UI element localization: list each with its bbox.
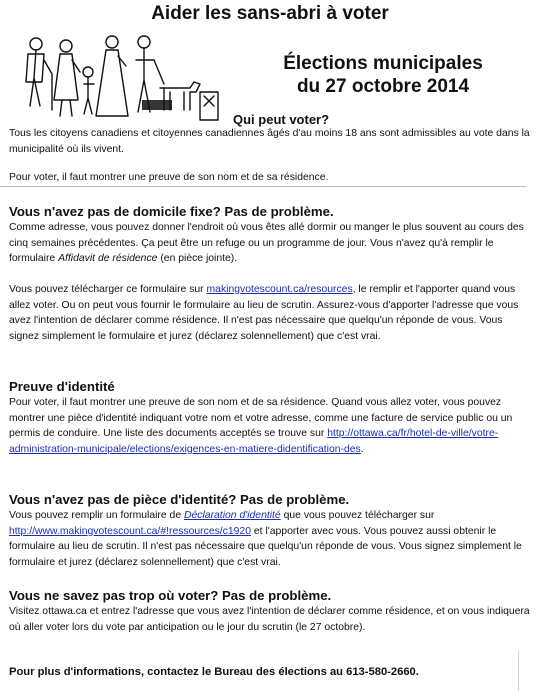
makingvotescount-resources-link[interactable]: http://www.makingvotescount.ca/#!ressources/c1920 <box>9 525 251 537</box>
text: Pour voter, il faut montrer une preuve de son nom et de sa résidence. Quand vous allez voter, vous pouvez montrer une pièce d'identité indiquant votre nom et votre adresse, comme une facture de service public ou un permis de conduire. Une liste des documents acceptés se trouve sur <box>9 397 513 440</box>
text: , le remplir et l'apporter quand vous allez voter. Ou on peut vous fournir le formulaire au lieu de scrutin. Assurez-vous d'apporter l'adresse que vous avez l'intention de déclarer comme résidence. Il n'est pas nécessaire que quelqu'un réponde de vous. Vous signez simplement le formulaire et jurez (déclarez solennellement) que c'est vrai. <box>9 284 519 342</box>
election-line-1: Élections municipales <box>283 53 483 74</box>
section-where-vote-paragraph: Visitez ottawa.ca et entrez l'adresse que vous avez l'intention de déclarer comme résidence, et on vous indiquera où aller voter lors du vote par anticipation ou le jour du scrutin (le 27 octobre). <box>9 606 530 633</box>
section-no-id-paragraph <box>9 508 531 570</box>
declaration-identity-link[interactable]: Déclaration d'identité <box>184 510 281 521</box>
resources-link[interactable]: makingvotescount.ca/resources <box>206 284 353 295</box>
text: Comme adresse, vous pouvez donner l'endroit où vous êtes allé dormir ou manger le plus souvent au cours des cinq semaines précédentes. Ça peut être un refuge ou un programme de jour. Vous n'avez qu'à remplir le formulaire <box>9 222 524 265</box>
section-where-vote-heading: Vous ne savez pas trop où voter? Pas de problème. <box>9 588 332 603</box>
text: . <box>360 443 364 455</box>
who-heading: Qui peut voter? <box>233 112 330 127</box>
section-no-address-paragraph-1 <box>9 220 531 267</box>
text: (en pièce jointe). <box>157 253 238 265</box>
affidavit-form-name: Affidavit de résidence <box>58 253 158 265</box>
election-heading <box>226 52 540 98</box>
text: Vous pouvez télécharger ce formulaire sur <box>9 284 207 295</box>
page-edge-mark <box>518 651 529 691</box>
who-paragraph: Tous les citoyens canadiens et citoyennes canadiennes âgés d'au moins 18 ans sont admissibles au vote dans la municipalité où ils vivent. <box>9 128 530 155</box>
section-id-proof-paragraph <box>9 395 531 457</box>
text: que vous pouvez télécharger sur <box>280 510 435 521</box>
ottawa-id-requirements-link[interactable]: http://ottawa.ca/fr/hotel-de-ville/votre-administration-municipale/elections/exigences-en-matiere-didentification-des <box>9 428 499 455</box>
who-proof-paragraph: Pour voter, il faut montrer une preuve de son nom et de sa résidence. <box>9 172 329 183</box>
section-no-address-heading: Vous n'avez pas de domicile fixe? Pas de problème. <box>9 204 334 219</box>
contact-footer: Pour plus d'informations, contactez le Bureau des élections au 613-580-2660. <box>9 666 419 678</box>
section-no-address-paragraph-2 <box>9 282 531 344</box>
people-voting-illustration <box>14 30 220 126</box>
divider <box>0 186 526 187</box>
text: et l'apporter avec vous. Vous pouvez aussi obtenir le formulaire au lieu de scrutin. Il n'est pas nécessaire que quelqu'un réponde de vous. Vous signez simplement le formulaire et jurez (déclarez solennellement) que c'est vrai. <box>9 525 522 568</box>
election-line-2: du 27 octobre 2014 <box>296 76 470 97</box>
section-no-id-heading: Vous n'avez pas de pièce d'identité? Pas de problème. <box>9 492 350 507</box>
section-id-proof-heading: Preuve d'identité <box>9 379 115 394</box>
text: Vous pouvez remplir un formulaire de <box>9 510 184 521</box>
page-title: Aider les sans-abri à voter <box>151 3 389 24</box>
